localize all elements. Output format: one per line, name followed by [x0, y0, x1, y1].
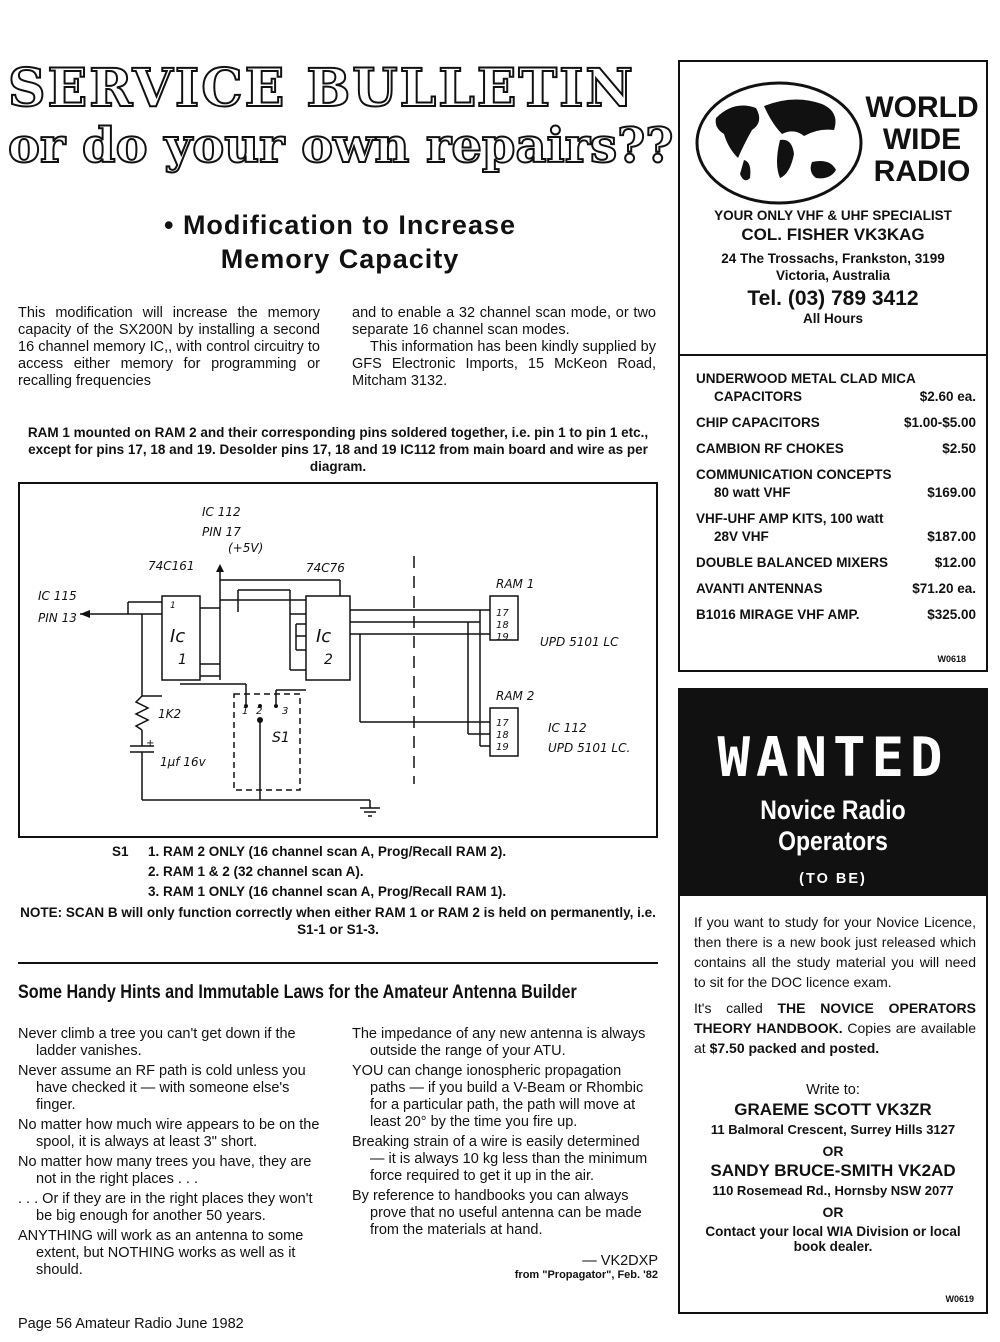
- dg-74c76: 74C76: [306, 561, 345, 575]
- wanted-body: [694, 912, 976, 1058]
- wanted-contact: Contact your local WIA Division or local book dealer.: [705, 1224, 961, 1254]
- modification-heading: [60, 208, 620, 276]
- hint-right-2: YOU can change ionospheric propagation paths — if you build a V-Beam or Rhombic for a particular path, the path will move at least 20° by the time you fire up.: [352, 1063, 644, 1130]
- wanted-addr-1: 11 Balmoral Crescent, Surrey Hills 3127: [710, 1122, 956, 1137]
- wwr-item: CAMBION RF CHOKES $2.50: [696, 441, 976, 456]
- circuit-diagram: [18, 482, 658, 838]
- modification-instruction: RAM 1 mounted on RAM 2 and their corresponding pins soldered together, i.e. pin 1 to pin 1 etc., except for pins 17, 18 and 19. Desolder pins 17, 18 and 19 IC112 from main board and wire as per diagram.: [27, 425, 649, 474]
- world-wide-radio-ad: [678, 60, 988, 672]
- hint-left-1: Never climb a tree you can't get down if the ladder vanishes.: [18, 1026, 296, 1059]
- dg-ic2a: Ic: [316, 626, 332, 647]
- wwr-item: B1016 MIRAGE VHF AMP. $325.00: [696, 607, 976, 622]
- dg-ram1: RAM 1: [496, 577, 535, 591]
- dg-ic115: IC 115: [38, 589, 77, 603]
- dg-upd1: UPD 5101 LC: [540, 635, 619, 649]
- hint-left-5: . . . Or if they are in the right places they won't be big enough for another 50 years.: [18, 1191, 313, 1224]
- section-divider: [18, 962, 658, 964]
- hint-right-4: By reference to handbooks you can always prove that no useful antenna can be made from the materials at hand.: [352, 1188, 642, 1238]
- dg-ram2: RAM 2: [496, 689, 535, 703]
- dg-r1p17: 17: [496, 608, 509, 619]
- dg-ic1b: 1: [178, 652, 187, 668]
- s1-note-1: 1. RAM 2 ONLY (16 channel scan A, Prog/Recall RAM 2).: [148, 844, 507, 859]
- circuit-svg: [20, 484, 656, 836]
- dg-plus: +: [146, 738, 155, 749]
- dg-pin17: PIN 17: [202, 525, 241, 539]
- wwr-item: AVANTI ANTENNAS $71.20 ea.: [696, 581, 976, 596]
- dg-r2p18: 18: [496, 730, 509, 741]
- wanted-or-2: OR: [822, 1204, 844, 1220]
- page-footer: Page 56 Amateur Radio June 1982: [18, 1316, 244, 1332]
- wanted-write: Write to:: [806, 1082, 860, 1098]
- dg-ic112b: IC 112: [548, 721, 587, 735]
- modification-heading-line2: Memory Capacity: [220, 244, 460, 274]
- wwr-name-3: RADIO: [873, 155, 971, 188]
- hint-right-3: Breaking strain of a wire is easily determined — it is always 10 kg less than the minimum force required to get it up in the air.: [352, 1134, 648, 1184]
- dg-s1p3: 3: [282, 706, 289, 717]
- dg-r1: 1K2: [158, 707, 182, 721]
- hint-left-3: No matter how much wire appears to be on the spool, it is always at least 3" short.: [18, 1117, 320, 1150]
- dg-5v: (+5V): [228, 541, 264, 555]
- hint-left-4: No matter how many trees you have, they are not in the right places . . .: [18, 1154, 312, 1187]
- dg-ic1a: Ic: [170, 626, 186, 647]
- dg-upd2: UPD 5101 LC.: [548, 741, 631, 755]
- modification-col1: This modification will increase the memory capacity of the SX200N by installing a second 16 channel memory IC,, with control circuitry to access either memory for programming or recalling frequencies: [18, 305, 320, 389]
- hints-author: — VK2DXP: [582, 1253, 658, 1269]
- dg-s1p1: 1: [242, 706, 249, 717]
- wwr-items: [696, 370, 976, 624]
- hint-left-2: Never assume an RF path is cold unless you have checked it — with someone else's finger.: [18, 1063, 306, 1113]
- s1-notes: [112, 842, 672, 902]
- wwr-item: UNDERWOOD METAL CLAD MICA CAPACITORS $2.60 ea.: [696, 371, 976, 404]
- wanted-contacts: [680, 1082, 986, 1254]
- wwr-addr-2: Victoria, Australia: [775, 268, 891, 283]
- hint-left-6: ANYTHING will work as an antenna to some extent, but NOTHING works as well as it should.: [18, 1228, 304, 1278]
- s1-note-3: 3. RAM 1 ONLY (16 channel scan A, Prog/Recall RAM 1).: [148, 884, 507, 899]
- wwr-tel: Tel. (03) 789 3412: [747, 287, 919, 310]
- modification-col2: [352, 305, 656, 390]
- hints-source: from "Propagator", Feb. '82: [514, 1269, 658, 1281]
- wwr-tagline: YOUR ONLY VHF & UHF SPECIALIST: [714, 208, 952, 223]
- s1-label: S1: [112, 844, 129, 859]
- dg-r2p17: 17: [496, 718, 509, 729]
- wanted-p1: If you want to study for your Novice Licence, then there is a new book just released which contains all the study material you will need to sit for the DOC licence exam.: [694, 914, 976, 990]
- wwr-contact: [680, 208, 986, 326]
- dg-r2p19: 19: [496, 742, 509, 753]
- hints-heading: Some Handy Hints and Immutable Laws for the Amateur Antenna Builder: [18, 982, 577, 1003]
- wanted-or-1: OR: [822, 1143, 844, 1159]
- wwr-name-2: WIDE: [882, 123, 962, 156]
- scan-b-note: NOTE: SCAN B will only function correctly when either RAM 1 or RAM 2 is held on permanently, i.e. S1-1 or S1-3.: [20, 905, 656, 937]
- bulletin-title: SERVICE BULLETIN: [8, 58, 635, 119]
- modification-col2b: This information has been kindly supplied by GFS Electronic Imports, 15 McKeon Road, Mitcham 3132.: [352, 339, 656, 389]
- hints-left-column: [18, 1026, 322, 1282]
- wwr-addr-1: 24 The Trossachs, Frankston, 3199: [721, 251, 945, 266]
- dg-74c161: 74C161: [148, 559, 195, 573]
- wanted-code: W0619: [945, 1294, 974, 1304]
- wanted-p2: It's called THE NOVICE OPERATORS THEORY HANDBOOK. Copies are available at $7.50 packed and posted.: [694, 1000, 976, 1056]
- dg-r1p19: 19: [496, 632, 509, 643]
- hint-right-1: The impedance of any new antenna is always outside the range of your ATU.: [352, 1026, 646, 1059]
- dg-r1p18: 18: [496, 620, 509, 631]
- wwr-item: DOUBLE BALANCED MIXERS $12.00: [696, 555, 976, 570]
- modification-col2a: and to enable a 32 channel scan mode, or two separate 16 channel scan modes.: [352, 305, 656, 338]
- wwr-hours: All Hours: [802, 311, 863, 326]
- wanted-tobe: (TO BE): [799, 871, 867, 887]
- wwr-divider: [680, 354, 986, 356]
- dg-s1p2: 2: [256, 706, 263, 717]
- hints-right-column: [352, 1026, 658, 1281]
- wwr-contact-name: COL. FISHER VK3KAG: [741, 225, 925, 244]
- dg-c1: 1µf 16v: [160, 755, 206, 769]
- dg-s1: S1: [272, 730, 290, 746]
- wwr-code: W0618: [937, 654, 966, 664]
- wanted-name-2: SANDY BRUCE-SMITH VK2AD: [710, 1161, 956, 1180]
- wwr-item: CHIP CAPACITORS $1.00-$5.00: [696, 415, 976, 430]
- wanted-title: WANTED: [717, 726, 949, 789]
- wanted-addr-2: 110 Rosemead Rd., Hornsby NSW 2077: [712, 1183, 954, 1198]
- wanted-banner: [680, 690, 986, 896]
- wanted-name-1: GRAEME SCOTT VK3ZR: [734, 1100, 932, 1119]
- world-map-icon: [694, 78, 864, 208]
- dg-ic112: IC 112: [202, 505, 241, 519]
- dg-ic2b: 2: [324, 652, 333, 668]
- modification-heading-line1: • Modification to Increase: [163, 210, 516, 240]
- wwr-item: VHF-UHF AMP KITS, 100 watt 28V VHF $187.00: [696, 511, 976, 544]
- bulletin-subtitle: or do your own repairs??: [8, 118, 674, 174]
- wwr-name-1: WORLD: [865, 91, 979, 124]
- s1-note-2: 2. RAM 1 & 2 (32 channel scan A).: [148, 864, 364, 879]
- dg-pin13: PIN 13: [38, 611, 77, 625]
- dg-pin1: 1: [170, 601, 176, 611]
- wwr-item: COMMUNICATION CONCEPTS 80 watt VHF $169.00: [696, 467, 976, 500]
- wanted-ad: [678, 688, 988, 1314]
- wwr-logo-text: [860, 92, 984, 188]
- wanted-subtitle: Novice Radio Operators: [760, 795, 906, 856]
